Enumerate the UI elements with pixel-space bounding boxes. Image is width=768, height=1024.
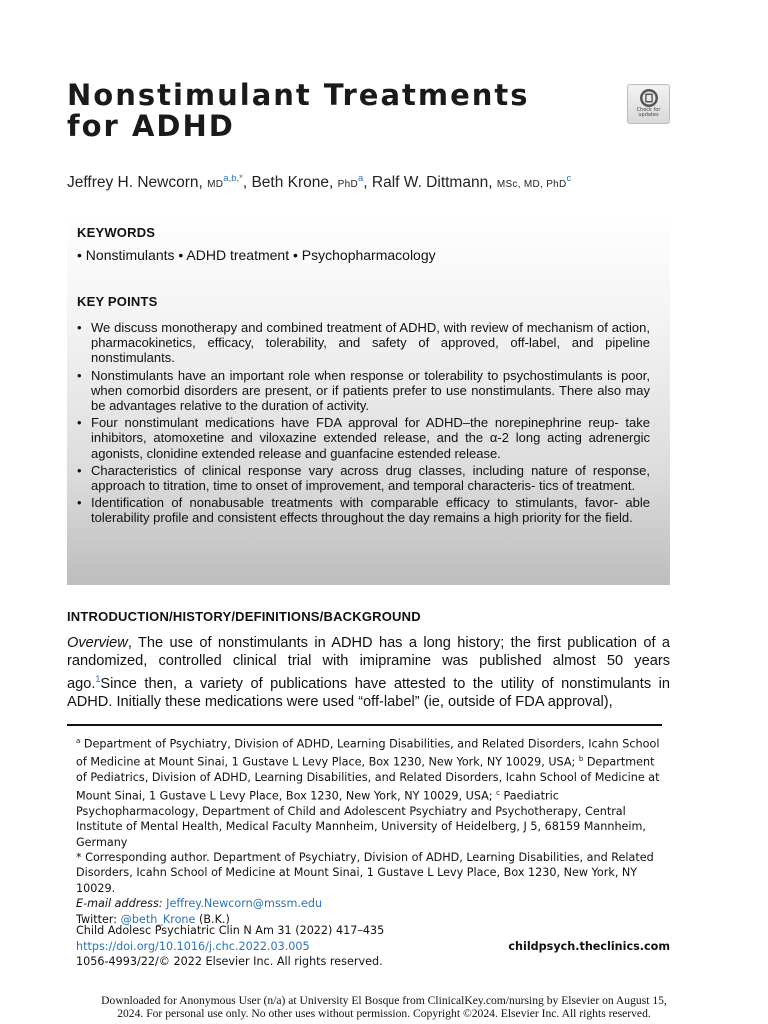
affil-mark-a: a: [76, 737, 81, 745]
author-affiliation[interactable]: c: [566, 173, 572, 184]
title-line-2: for ADHD: [67, 109, 235, 143]
journal-info: [76, 923, 670, 970]
keywords-heading: KEYWORDS: [77, 225, 156, 240]
author-name: Jeffrey H. Newcorn,: [67, 174, 203, 191]
key-points-list: [77, 320, 650, 528]
doi-link[interactable]: https://doi.org/10.1016/j.chc.2022.03.005: [76, 939, 310, 953]
reference-link[interactable]: 1: [95, 674, 101, 684]
twitter-suffix: (B.K.): [198, 912, 230, 926]
article-title: [67, 80, 587, 142]
keywords-list: • Nonstimulants • ADHD treatment • Psychopharmacology: [77, 247, 436, 263]
download-line-2: 2024. For personal use only. No other uses without permission. Copyright ©2024. Elsevier Inc. All rights reserved.: [117, 1007, 651, 1020]
author-degree: PhD: [337, 179, 358, 190]
key-point: • Nonstimulants have an important role when response or tolerability to psychostimulants is poor, when comorbid disorders are present, or if patients prefer to use nonstimulants. There also may be advantages relative to the duration of activity.: [77, 368, 650, 414]
key-point: • Characteristics of clinical response vary across drug classes, including nature of response, approach to titration, time to onset of improvement, and temporal characteris- tics of treatment.: [77, 463, 650, 493]
author-name: Ralf W. Dittmann,: [371, 174, 493, 191]
intro-paragraph: [67, 634, 670, 711]
check-for-updates-button[interactable]: [627, 84, 670, 124]
corresponding-author: * Corresponding author. Department of Psychiatry, Division of ADHD, Learning Disabilities, and Related Disorders, Icahn School of Medicine at Mount Sinai, 1 Gustave L Levy Place, Box 1230, New York, NY 10029.: [76, 851, 654, 895]
affil-mark-b: b: [578, 755, 584, 764]
intro-text-b: Since then, a variety of publications have attested to the utility of nonstimulants in ADHD. Initially these medications were used “off-label” (ie, outside of FDA approval),: [67, 675, 670, 710]
key-point: • Four nonstimulant medications have FDA approval for ADHD–the norepinephrine reup- take inhibitors, atomoxetine and viloxazine extended release, and the α-2 long acting adrenergic agonists, clonidine extended release and guanfacine estended release.: [77, 415, 650, 461]
title-line-1: Nonstimulant Treatments: [67, 78, 530, 112]
footnote-divider: [67, 724, 662, 726]
key-point: • Identification of nonabusable treatments with comparable efficacy to stimulants, favor- able tolerability profile and consistent effects throughout the day remains a high priority for the field.: [77, 495, 650, 525]
overview-label: Overview: [67, 635, 128, 651]
email-line: [76, 896, 666, 911]
email-label: E-mail address:: [76, 897, 163, 911]
download-line-1: Downloaded for Anonymous User (n/a) at University El Bosque from ClinicalKey.com/nursing by Elsevier on August 15,: [101, 994, 667, 1007]
key-points-heading: KEY POINTS: [77, 294, 158, 309]
check-updates-icon: [639, 88, 659, 108]
copyright: 1056-4993/22/© 2022 Elsevier Inc. All rights reserved.: [76, 955, 383, 969]
badge-label-2: updates: [638, 112, 659, 118]
keywords-keypoints-box: [67, 212, 670, 585]
twitter-label: Twitter:: [76, 912, 118, 926]
twitter-link[interactable]: @beth_Krone: [120, 912, 196, 926]
author-list: [67, 173, 707, 192]
journal-site: childpsych.theclinics.com: [508, 939, 670, 953]
download-notice: [60, 994, 708, 1020]
author-separator: ,: [363, 174, 368, 191]
author-separator: ,: [242, 174, 248, 191]
key-point: • We discuss monotherapy and combined treatment of ADHD, with review of mechanism of action, pharmacokinetics, efficacy, tolerability, and safety of approved, off-label, and pipeline nonstimulants.: [77, 320, 650, 366]
section-heading: INTRODUCTION/HISTORY/DEFINITIONS/BACKGROUND: [67, 609, 421, 624]
badge-label-1: Check for: [636, 107, 661, 113]
affil-c: Paediatric Psychopharmacology, Department of Child and Adolescent Psychiatry and Psychotherapy, Central Institute of Mental Health, Medical Faculty Mannheim, University of Heidelberg, J 5, 68159 Mannheim, Germany: [76, 789, 646, 849]
intro-text-a: , The use of nonstimulants in ADHD has a long history; the first publication of a randomized, controlled clinical trial with imipramine was published almost 50 years ago.: [67, 635, 670, 692]
journal-citation: Child Adolesc Psychiatric Clin N Am 31 (2022) 417–435: [76, 924, 385, 937]
affil-mark-c: c: [496, 788, 500, 797]
author-name: Beth Krone,: [251, 174, 334, 191]
affil-b: Department of Pediatrics, Division of ADHD, Learning Disabilities, and Related Disorders, Icahn School of Medicine at Mount Sinai, 1 Gustave L Levy Place, Box 1230, New York, NY 10029, USA;: [76, 755, 660, 803]
author-affiliation[interactable]: a: [358, 173, 364, 184]
author-affiliation[interactable]: a,b,*: [223, 173, 243, 184]
footnotes: [76, 734, 666, 927]
author-degree: MSc, MD, PhD: [496, 179, 567, 190]
affil-a: Department of Psychiatry, Division of ADHD, Learning Disabilities, and Related Disorders, Icahn School of Medicine at Mount Sinai, 1 Gustave L Levy Place, Box 1230, New York, NY 10029, USA;: [76, 737, 660, 769]
affiliations: [76, 734, 666, 850]
author-degree: MD: [207, 179, 224, 190]
email-link[interactable]: Jeffrey.Newcorn@mssm.edu: [166, 897, 323, 911]
